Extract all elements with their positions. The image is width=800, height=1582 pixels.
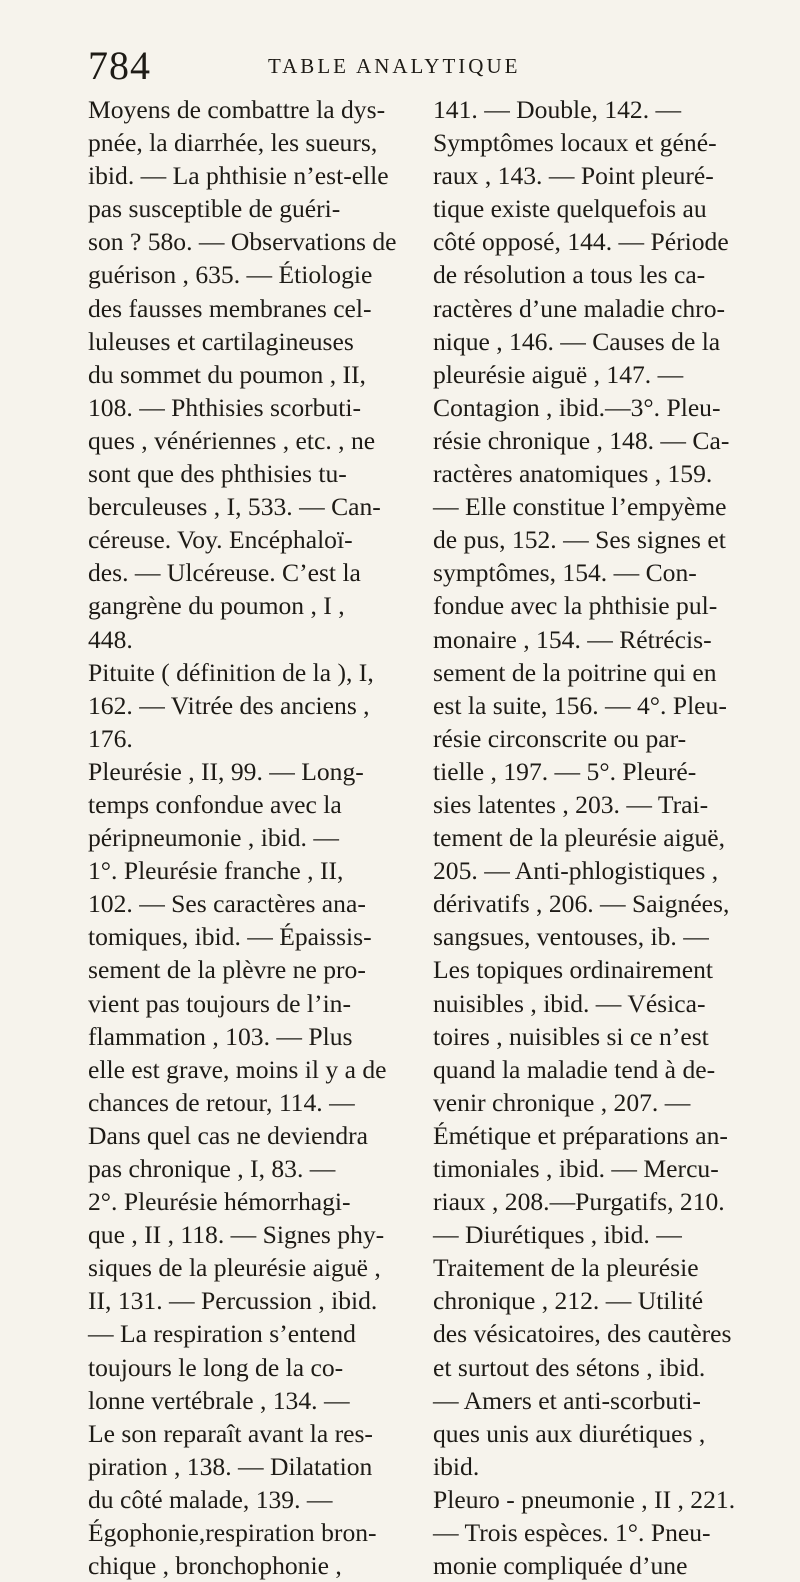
text-line: 205. — Anti-phlogistiques , [433,856,719,886]
text-line: du côté malade, 139. — [88,1484,333,1514]
text-line: ibid. [433,1451,480,1481]
text-line: 1°. Pleurésie franche , II, [88,856,344,886]
text-line: Les topiques ordinairement [433,955,714,985]
text-line: — Trois espèces. 1°. Pneu- [433,1518,711,1548]
page-header [88,42,758,92]
text-line: symptômes, 154. — Con- [433,558,697,588]
text-line: sont que des phthisies tu- [88,459,347,489]
text-line: 141. — Double, 142. — [433,95,682,124]
text-line: Traitement de la pleurésie [433,1253,699,1283]
text-line: 102. — Ses caractères ana- [88,889,366,919]
text-line: tomiques, ibid. — Épaissis- [88,922,372,952]
left-text-column [88,93,418,1582]
text-line: pas susceptible de guéri- [88,194,341,224]
text-line: de pus, 152. — Ses signes et [433,525,726,555]
text-line: sangsues, ventouses, ib. — [433,922,709,952]
text-line: timoniales , ibid. — Mercu- [433,1154,719,1183]
text-line: 2°. Pleurésie hémorrhagi- [88,1187,351,1217]
right-text-column [433,93,763,1582]
text-line: elle est grave, moins il y a de [88,1054,387,1084]
text-line: péripneumonie , ibid. — [88,823,339,853]
text-line: vient pas toujours de l’in- [88,988,351,1018]
page-number: 784 [88,43,151,88]
text-line: Pleurésie , II, 99. — Long- [88,756,364,786]
text-line: du sommet du poumon , II, [88,359,366,389]
text-line: Pleuro - pneumonie , II , 221. [433,1484,736,1514]
text-line: 108. — Phthisies scorbuti- [88,392,361,422]
text-line: chique , bronchophonie , [88,1551,342,1581]
text-line: Symptômes locaux et géné- [433,128,717,158]
text-line: tielle , 197. — 5°. Pleuré- [433,756,697,786]
text-line: céreuse. Voy. Encéphaloï- [88,525,353,555]
text-line: Égophonie,respiration bron- [88,1518,377,1548]
text-line: berculeuses , I, 533. — Can- [88,492,381,522]
text-line: riaux , 208.—Purgatifs, 210. [433,1187,725,1217]
text-line: guérison , 635. — Étiologie [88,260,373,290]
text-line: côté opposé, 144. — Période [433,227,729,257]
text-line: monaire , 154. — Rétrécis- [433,624,712,654]
running-title: TABLE ANALYTIQUE [268,54,521,78]
text-line: résie chronique , 148. — Ca- [433,425,730,455]
text-line: 448. [88,624,133,654]
text-line: des vésicatoires, des cautères [433,1319,732,1349]
text-line: Contagion , ibid.—3°. Pleu- [433,392,721,422]
text-line: luleuses et cartilagineuses [88,326,354,356]
text-line: 162. — Vitrée des anciens , [88,690,370,720]
text-line: ibid. — La phthisie n’est-elle [88,161,389,191]
text-line: que , II , 118. — Signes phy- [88,1220,385,1250]
text-line: sement de la plèvre ne pro- [88,955,366,985]
text-line: sies latentes , 203. — Trai- [433,789,709,819]
text-line: — La respiration s’entend [88,1319,356,1349]
text-line: de résolution a tous les ca- [433,260,706,290]
text-line: toujours le long de la co- [88,1352,344,1382]
text-line: Le son reparaît avant la res- [88,1418,373,1448]
text-line: chronique , 212. — Utilité [433,1286,704,1316]
text-line: pnée, la diarrhée, les sueurs, [88,128,378,158]
text-line: — Elle constitue l’empyème [433,492,727,522]
text-line: Moyens de combattre la dys- [88,95,386,124]
text-line: dérivatifs , 206. — Saignées, [433,889,730,919]
text-line: piration , 138. — Dilatation [88,1451,373,1481]
text-line: pas chronique , I, 83. — [88,1154,336,1183]
text-line: 176. [88,723,133,753]
text-line: — Amers et anti-scorbuti- [433,1385,701,1415]
text-line: — Diurétiques , ibid. — [433,1220,682,1250]
text-line: temps confondue avec la [88,789,342,819]
text-line: ractères d’une maladie chro- [433,293,726,323]
text-line: monie compliquée d’une [433,1551,688,1581]
text-line: Pituite ( définition de la ), I, [88,657,374,687]
text-line: des. — Ulcéreuse. C’est la [88,558,361,588]
text-line: ques unis aux diurétiques , [433,1418,706,1448]
text-line: nique , 146. — Causes de la [433,326,721,356]
text-line: sement de la poitrine qui en [433,657,717,687]
text-line: son ? 58o. — Observations de [88,227,397,257]
text-line: est la suite, 156. — 4°. Pleu- [433,690,727,720]
text-line: résie circonscrite ou par- [433,723,687,753]
text-line: chances de retour, 114. — [88,1087,355,1117]
text-line: fondue avec la phthisie pul- [433,591,718,621]
text-line: tement de la pleurésie aiguë, [433,823,726,853]
text-line: Dans quel cas ne deviendra [88,1120,368,1150]
text-line: ques , vénériennes , etc. , ne [88,425,376,455]
text-line: Émétique et préparations an- [433,1120,728,1150]
text-line: II, 131. — Percussion , ibid. [88,1286,378,1316]
text-line: flammation , 103. — Plus [88,1021,353,1051]
text-line: toires , nuisibles si ce n’est [433,1021,709,1051]
text-line: venir chronique , 207. — [433,1087,691,1117]
text-line: lonne vertébrale , 134. — [88,1385,350,1415]
text-line: pleurésie aiguë , 147. — [433,359,684,389]
text-line: ractères anatomiques , 159. [433,459,713,489]
text-line: raux , 143. — Point pleuré- [433,161,714,191]
text-line: tique existe quelquefois au [433,194,707,224]
text-line: siques de la pleurésie aiguë , [88,1253,381,1283]
text-line: quand la maladie tend à de- [433,1054,716,1084]
text-line: des fausses membranes cel- [88,293,372,323]
text-line: nuisibles , ibid. — Vésica- [433,988,706,1018]
text-line: gangrène du poumon , I , [88,591,345,621]
text-line: et surtout des sétons , ibid. [433,1352,706,1382]
